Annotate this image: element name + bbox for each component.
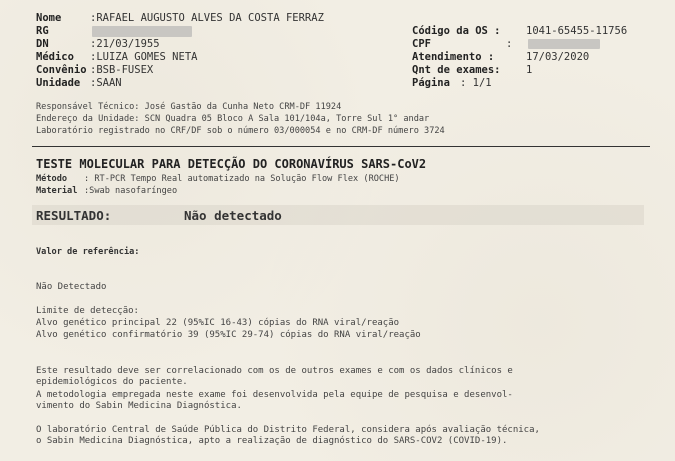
atendimento-value: 17/03/2020 — [526, 51, 590, 63]
referencia-label: Valor de referência: — [36, 247, 140, 257]
unidade-value: :SAAN — [90, 77, 122, 89]
codigo-label: Código da OS : — [412, 25, 501, 37]
note-metodologia-cont: vimento do Sabin Medicina Diagnóstica. — [36, 401, 242, 411]
limite-title: Limite de detecção: — [36, 306, 139, 316]
note-lacen: O laboratório Central de Saúde Pública do Distrito Federal, considera após avaliação técnica, — [36, 425, 540, 435]
unidade-label: Unidade — [36, 77, 81, 89]
qnt-exames-label: Qnt de exames: — [412, 64, 501, 76]
registro-laboratorio: Laboratório registrado no CRF/DF sob o número 03/000054 e no CRM-DF número 3724 — [36, 126, 445, 136]
limite-confirmatorio: Alvo genético confirmatório 39 (95%IC 29-74) cópias do RNA viral/reação — [36, 330, 421, 340]
material-label: Material — [36, 186, 78, 196]
convenio-label: Convênio — [36, 64, 87, 76]
convenio-value: :BSB-FUSEX — [90, 64, 154, 76]
codigo-value: 1041-65455-11756 — [526, 25, 628, 37]
resultado-label: RESULTADO: — [36, 208, 112, 223]
note-correlacao-cont: epidemiológicos do paciente. — [36, 377, 188, 387]
qnt-exames-value: 1 — [526, 64, 533, 76]
metodo-value: : RT-PCR Tempo Real automatizado na Solução Flow Flex (ROCHE) — [84, 174, 400, 184]
rg-redaction — [92, 26, 192, 37]
referencia-value: Não Detectado — [36, 282, 107, 292]
pagina-value: : 1/1 — [460, 77, 492, 89]
responsavel-tecnico: Responsável Técnico: José Gastão da Cunha Neto CRM-DF 11924 — [36, 102, 342, 112]
note-correlacao: Este resultado deve ser correlacionado com os de outros exames e com os dados clínicos e — [36, 366, 513, 376]
test-title: TESTE MOLECULAR PARA DETECÇÃO DO CORONAVÍRUS SARS-CoV2 — [36, 157, 427, 171]
cpf-redaction — [528, 39, 600, 49]
material-value: :Swab nasofaríngeo — [84, 186, 178, 196]
pagina-label: Página — [412, 77, 450, 89]
rg-label: RG — [36, 25, 49, 37]
medico-label: Médico — [36, 51, 74, 63]
atendimento-label: Atendimento : — [412, 51, 495, 63]
nome-value: :RAFAEL AUGUSTO ALVES DA COSTA FERRAZ — [90, 12, 324, 24]
medico-value: :LUIZA GOMES NETA — [90, 51, 198, 63]
note-metodologia: A metodologia empregada neste exame foi desenvolvida pela equipe de pesquisa e desenvol- — [36, 390, 513, 400]
nome-label: Nome — [36, 12, 62, 24]
result-highlight — [32, 205, 644, 225]
cpf-colon: : — [506, 38, 513, 50]
endereco-unidade: Endereço da Unidade: SCN Quadra 05 Bloco A Sala 101/104a, Torre Sul 1° andar — [36, 114, 430, 124]
note-lacen-cont: o Sabin Medicina Diagnóstica, apto a realização de diagnóstico do SARS-COV2 (COVID-19). — [36, 436, 508, 446]
dn-label: DN — [36, 38, 49, 50]
limite-principal: Alvo genético principal 22 (95%IC 16-43) cópias do RNA viral/reação — [36, 318, 400, 328]
dn-value: :21/03/1955 — [90, 38, 160, 50]
resultado-value: Não detectado — [184, 208, 282, 223]
section-divider — [32, 146, 650, 147]
metodo-label: Método — [36, 174, 68, 184]
cpf-label: CPF — [412, 38, 431, 50]
